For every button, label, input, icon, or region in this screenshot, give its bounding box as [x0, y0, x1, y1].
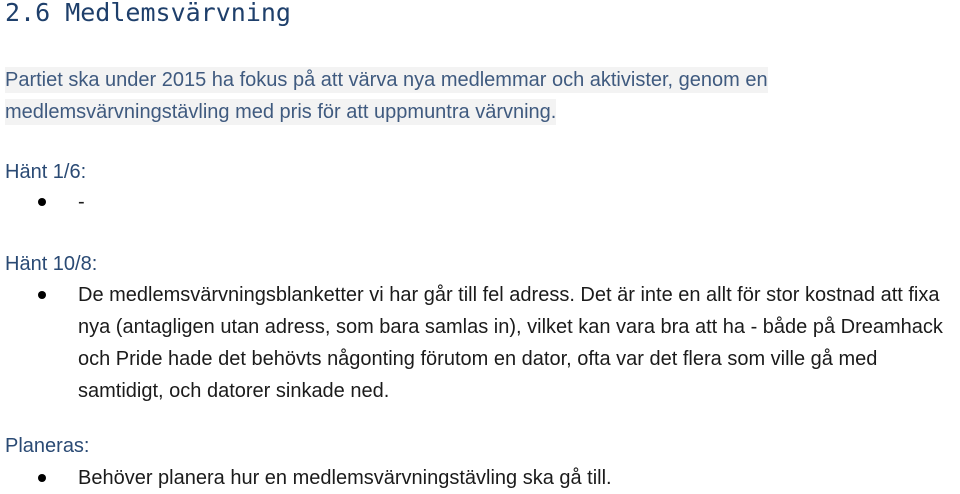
intro-highlighted-text: Partiet ska under 2015 ha fokus på att värva nya medlemmar och aktivister, genom en medlemsvärvningstävling med pris för att uppmuntra värvning.: [5, 69, 768, 123]
update-item-1-6: -: [78, 191, 85, 213]
update-label-1-6: Hänt 1/6:: [5, 161, 87, 183]
bullet-icon: [38, 198, 46, 206]
planned-label: Planeras:: [5, 435, 90, 457]
section-heading: 2.6 Medlemsvärvning: [5, 0, 291, 27]
update-label-10-8: Hänt 10/8:: [5, 253, 98, 275]
update-item-10-8: De medlemsvärvningsblanketter vi har går till fel adress. Det är inte en allt för stor kostnad att fixa nya (antagligen utan adress, som bara samlas in), vilket kan vara bra att ha - både på Dreamhack och Pride hade det behövts någonting förutom en dator, ofta var det flera som ville gå med samtidigt, och datorer sinkade ned.: [78, 284, 943, 402]
intro-paragraph: [5, 64, 955, 128]
planned-item: Behöver planera hur en medlemsvärvningstävling ska gå till.: [78, 467, 612, 489]
bullet-icon: [38, 291, 46, 299]
bullet-icon: [38, 474, 46, 482]
